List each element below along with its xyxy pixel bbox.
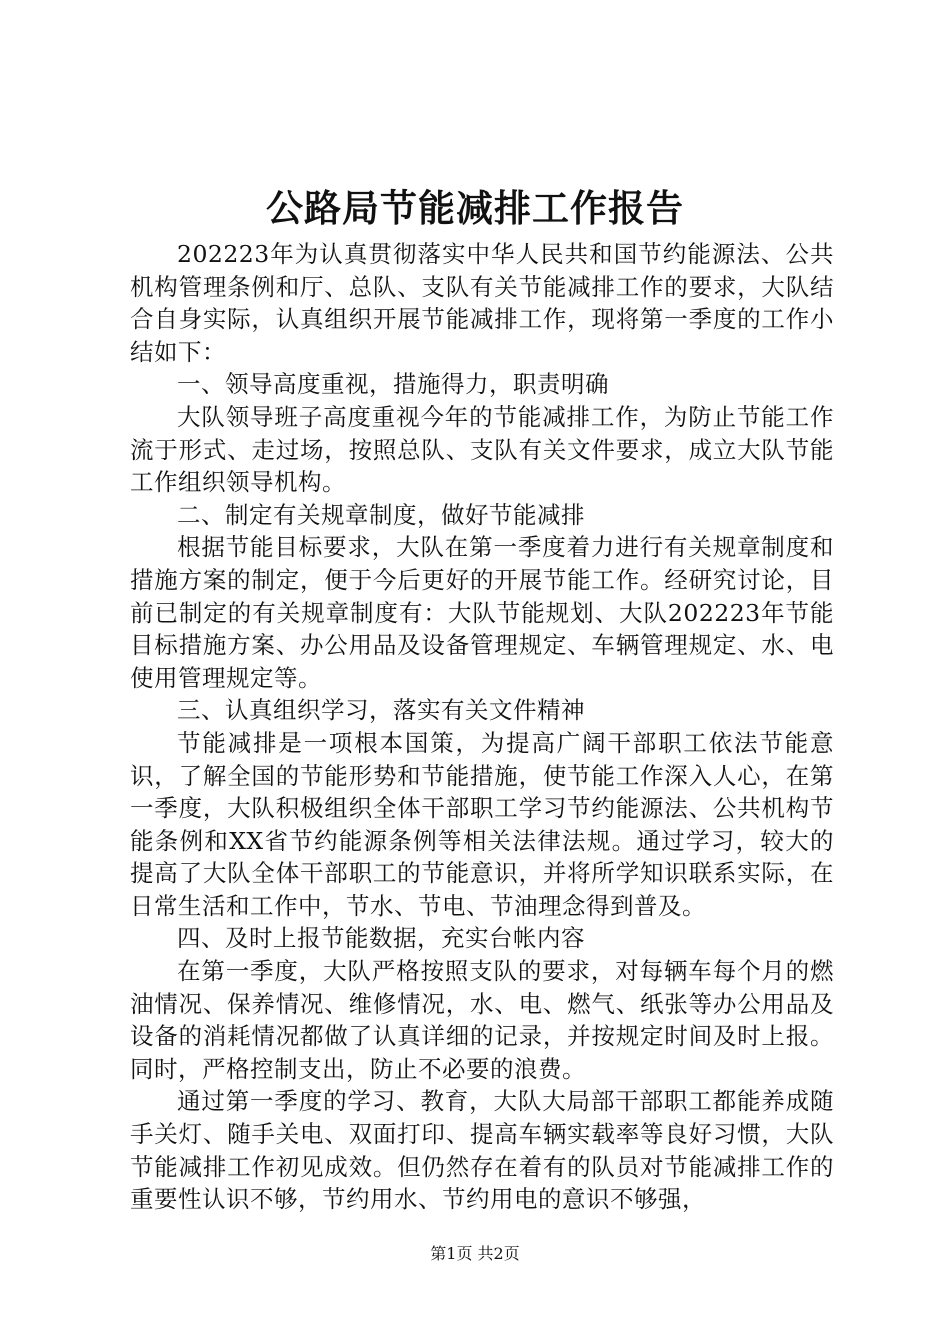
section-heading-4: 四、及时上报节能数据，充实台帐内容 [177, 924, 585, 953]
paragraph-section-4: 在第一季度，大队严格按照支队的要求，对每辆车每个月的燃油情况、保养情况、维修情况，水、电、燃气、纸张等办公用品及设备的消耗情况都做了认真详细的记录，并按规定时间及时上报。同时，严格控制支出，防止不必要的浪费。 [130, 957, 834, 1083]
paragraph-section-2: 根据节能目标要求，大队在第一季度着力进行有关规章制度和措施方案的制定，便于今后更好的开展节能工作。经研究讨论，目前已制定的有关规章制度有：大队节能规划、大队202223年节能目标措施方案、办公用品及设备管理规定、车辆管理规定、水、电使用管理规定等。 [130, 533, 834, 692]
document-title: 公路局节能减排工作报告 [266, 187, 684, 230]
document-body [130, 238, 834, 1216]
section-heading-3: 三、认真组织学习，落实有关文件精神 [177, 696, 585, 725]
section-heading-2: 二、制定有关规章制度，做好节能减排 [177, 500, 585, 529]
paragraph-section-1: 大队领导班子高度重视今年的节能减排工作，为防止节能工作流于形式、走过场，按照总队、支队有关文件要求，成立大队节能工作组织领导机构。 [130, 402, 834, 497]
section-heading-1: 一、领导高度重视，措施得力，职责明确 [177, 370, 609, 399]
paragraph-intro: 202223年为认真贯彻落实中华人民共和国节约能源法、公共机构管理条例和厅、总队、支队有关节能减排工作的要求，大队结合自身实际，认真组织开展节能减排工作，现将第一季度的工作小结如下： [130, 240, 834, 366]
paragraph-summary: 通过第一季度的学习、教育，大队大局部干部职工都能养成随手关灯、随手关电、双面打印、提高车辆实载率等良好习惯，大队节能减排工作初见成效。但仍然存在着有的队员对节能减排工作的重要性认识不够，节约用水、节约用电的意识不够强， [130, 1087, 834, 1214]
paragraph-section-3: 节能减排是一项根本国策，为提高广阔干部职工依法节能意识，了解全国的节能形势和节能措施，使节能工作深入人心，在第一季度，大队积极组织全体干部职工学习节约能源法、公共机构节能条例和XX省节约能源条例等相关法律法规。通过学习，较大的提高了大队全体干部职工的节能意识，并将所学知识联系实际，在日常生活和工作中，节水、节电、节油理念得到普及。 [130, 728, 834, 920]
page-footer: 第1页 共2页 [430, 1244, 520, 1263]
